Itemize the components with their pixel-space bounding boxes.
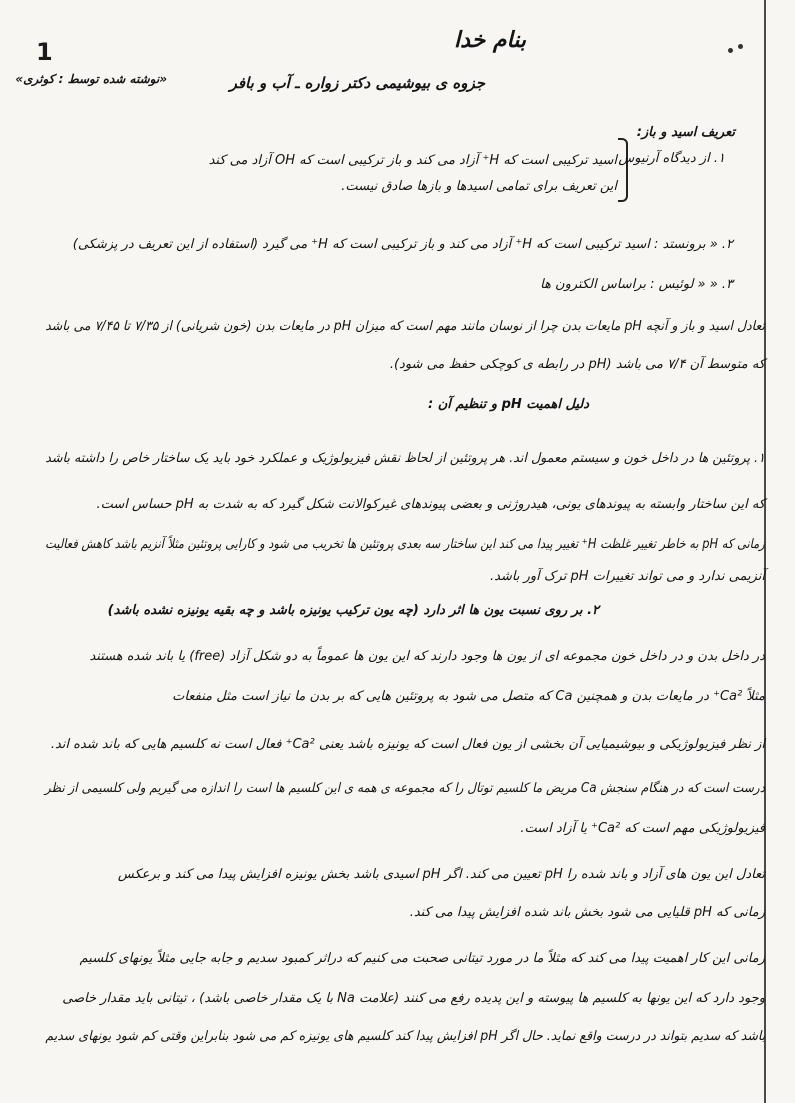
- definitions-heading: تعریف اسید و باز:: [636, 125, 735, 140]
- binder-hole: [738, 44, 743, 49]
- definition-1-label: ۱. از دیدگاه آرنیوس: [618, 151, 725, 166]
- reason-2-line-1: در داخل بدن و در داخل خون مجموعه ای از یون ها وجود دارند که این یون ها عموماً به دو شکل آزاد (free) یا باند شده هستند: [89, 649, 765, 664]
- reason-1-line-4: آنزیمی ندارد و می تواند تغییرات pH ترک آور باشد.: [490, 569, 765, 584]
- closing-line-2: وجود دارد که این یونها به کلسیم ها پیوسته و این پدیده رفع می کنند (علامت Na با یک مقدار خاصی باشد) ، تیتانی باید مقدار خاصی: [62, 991, 765, 1006]
- binder-hole: [728, 48, 733, 53]
- page-subtitle: جزوه ی بیوشیمی دکتر زواره ـ آب و بافر: [229, 74, 485, 92]
- reason-1-line-2: که این ساختار وابسته به پیوندهای یونی، هیدروژنی و بعضی پیوندهای غیرکوالانت شکل گیرد که به شدت به pH حساس است.: [96, 497, 765, 512]
- balance-line-2: که متوسط آن ۷/۴ می باشد (pH در رابطه ی کوچکی حفظ می شود).: [389, 357, 765, 372]
- reason-2-heading: ۲. بر روی نسبت یون ها اثر دارد (چه یون ترکیب یونیزه باشد و چه بقیه یونیزه نشده باشد): [107, 603, 599, 618]
- definition-1-line-1: اسید ترکیبی است که H⁺ آزاد می کند و باز ترکیبی است که OH آزاد می کند: [208, 153, 617, 168]
- page-title: بنام خدا: [453, 28, 526, 53]
- reason-1-line-3: زمانی که pH به خاطر تغییر غلظت H⁺ تغییر پیدا می کند این ساختار سه بعدی پروتئین ها تخریب می شود و کارایی پروتئین مثلاً آنزیم باشد کاهش فعالیت: [45, 537, 765, 552]
- definition-2: ۲. « برونستد : اسید ترکیبی است که H⁺ آزاد می کند و باز ترکیبی است که H⁺ می گیرد (استفاده از این تعریف در پزشکی): [72, 237, 733, 252]
- page-number: 1: [36, 38, 53, 66]
- reason-1-line-1: ۱. پروتئین ها در داخل خون و سیستم معمول اند. هر پروتئین از لحاظ نقش فیزیولوژیک و عملکرد خود باید یک ساختار خاص را داشته باشد: [45, 451, 765, 466]
- closing-line-3: باشد که سدیم بتواند در درست واقع نماید. حال اگر pH افزایش پیدا کند کلسیم های یونیزه کم می شود بنابراین وقتی کم شود یونهای سدیم: [45, 1029, 765, 1044]
- bracket-mark: [618, 138, 628, 202]
- definition-3: ۳. « « لوئیس : براساس الکترون ها: [540, 277, 733, 292]
- reason-2-line-5: فیزیولوژیکی مهم است که Ca²⁺ یا آزاد است.: [520, 821, 765, 836]
- reason-2-line-2: مثلاً Ca²⁺ در مایعات بدن و همچنین Ca که متصل می شود به پروتئین هایی که بر بدن ما نیاز است مثل منفعات: [172, 689, 765, 704]
- balance-line-1: تعادل اسید و باز و آنچه pH مایعات بدن چرا از نوسان مانند مهم است که میزان pH در مایعات بدن (خون شریانی) از ۷/۳۵ تا ۷/۴۵ می باشد: [45, 319, 765, 334]
- definition-1-line-2: این تعریف برای تمامی اسیدها و بازها صادق نیست.: [341, 179, 617, 194]
- reason-2-line-3: از نظر فیزیولوژیکی و بیوشیمیایی آن بخشی از یون فعال است که یونیزه باشد یعنی Ca²⁺ فعال است نه کلسیم هایی که باند شده اند.: [50, 737, 765, 752]
- author-note: «نوشته شده توسط : کوثری»: [15, 72, 167, 86]
- reason-2-line-4: درست است که در هنگام سنجش Ca مریض ما کلسیم توتال را که مجموعه ی همه ی این کلسیم ها است را اندازه می گیریم ولی کلسیمی از نظر: [44, 781, 765, 796]
- importance-heading: دلیل اهمیت pH و تنظیم آن :: [428, 397, 589, 412]
- closing-line-1: زمانی این کار اهمیت پیدا می کند که مثلاً ما در مورد تیتانی صحبت می کنیم که دراثر کمبود سدیم و جابه جایی مثلاً یونهای کلسیم: [79, 951, 765, 966]
- ion-balance-line-1: تعادل این یون های آزاد و باند شده را pH تعیین می کند. اگر pH اسیدی باشد بخش یونیزه افزایش پیدا می کند و برعکس: [117, 867, 765, 882]
- ion-balance-line-2: زمانی که pH قلیایی می شود بخش باند شده افزایش پیدا می کند.: [409, 905, 765, 920]
